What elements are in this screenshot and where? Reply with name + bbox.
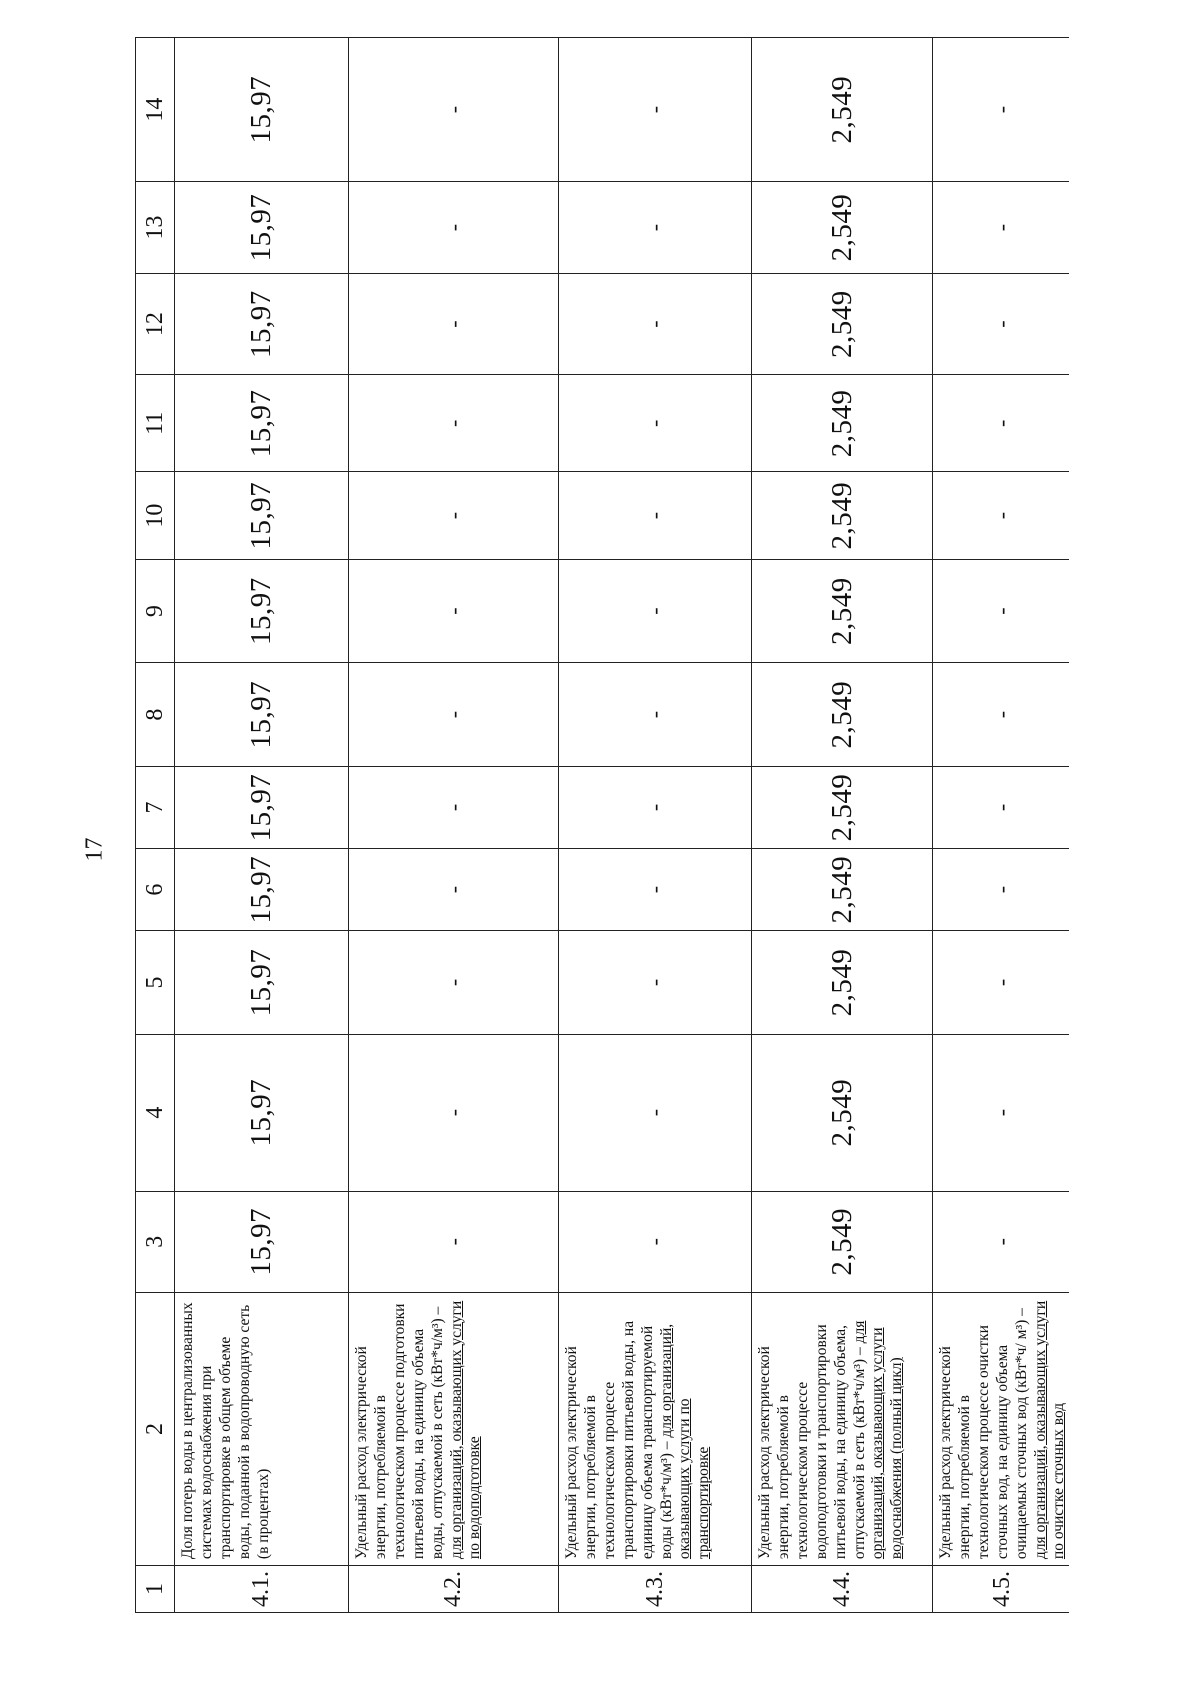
header-cell: 13 [136,182,175,274]
value-cell: - [559,182,752,274]
header-cell: 4 [136,1034,175,1191]
row-text: Удельный расход электрической энергии, потребляемой в технологическом процессе транспортировки питьевой воды, на единицу объема транспортируемой воды (кВт*ч/м³) – [563,1320,675,1560]
value-cell: - [349,273,559,374]
row-text: Удельный расход электрической энергии, потребляемой в технологическом процессе водоподготовки и транспортировки питьевой воды, на единицу объема, отпускаемой в сеть (кВт*ч/м³) – [756,1324,868,1560]
value-cell: 15,97 [175,931,349,1035]
row-text: Доля потерь воды в централизованных системах водоснабжения при транспортировке в общем объеме воды, поданной в водопроводную сеть (в процентах) [179,1302,272,1560]
value-cell: 2,549 [752,182,933,274]
value-cell: 15,97 [175,766,349,848]
value-cell: - [559,1034,752,1191]
value-cell: - [559,849,752,931]
value-cell: - [933,273,1070,374]
table-row [349,38,559,1613]
page-number [80,832,110,866]
value-cell: 15,97 [175,375,349,472]
value-cell: - [933,375,1070,472]
row-text-underlined: для организаций, оказывающих услуги по водоподготовке [447,1300,484,1560]
row-text-underlined: для организаций, оказывающих услуги по очистке сточных вод [1031,1300,1068,1560]
value-cell: 15,97 [175,559,349,663]
rotated-table-container [135,37,1069,1613]
header-cell: 2 [136,1292,175,1565]
value-cell: 2,549 [752,663,933,767]
header-cell: 14 [136,38,175,182]
table-row [175,38,349,1613]
value-cell: - [349,559,559,663]
header-cell: 7 [136,766,175,848]
page-number-text: 17 [81,837,108,861]
row-number: 4.1. [175,1566,349,1613]
value-cell: 2,549 [752,849,933,931]
value-cell: 15,97 [175,182,349,274]
value-cell: 2,549 [752,38,933,182]
value-cell: - [933,1034,1070,1191]
value-cell: - [933,663,1070,767]
value-cell: 15,97 [175,1191,349,1292]
value-cell: - [933,559,1070,663]
value-cell: 15,97 [175,273,349,374]
row-description [349,1292,559,1565]
value-cell: 15,97 [175,472,349,560]
row-number: 4.2. [349,1566,559,1613]
table-row [933,38,1070,1613]
header-cell: 6 [136,849,175,931]
value-cell: - [933,931,1070,1035]
value-cell: - [933,182,1070,274]
value-cell: 2,549 [752,1191,933,1292]
value-cell: 2,549 [752,472,933,560]
value-cell: - [559,1191,752,1292]
row-text: Удельный расход электрической энергии, потребляемой в технологическом процессе подготовки питьевой воды, на единицу объема воды, отпускаемой в сеть (кВт*ч/м³) – [353,1303,446,1560]
row-number: 4.3. [559,1566,752,1613]
row-text-underlined: для организаций, оказывающих услуги по транспортировке [657,1323,713,1560]
header-cell: 10 [136,472,175,560]
value-cell: 2,549 [752,1034,933,1191]
table-body [175,38,1070,1613]
value-cell: - [559,273,752,374]
row-text: Удельный расход электрической энергии, потребляемой в технологическом процессе очистки сточных вод, на единицу объема очищаемых сточных вод (кВт*ч/ м³) – [937,1308,1030,1560]
value-cell: 2,549 [752,766,933,848]
row-description [752,1292,933,1565]
value-cell: - [559,766,752,848]
value-cell: - [349,1191,559,1292]
value-cell: 2,549 [752,273,933,374]
value-cell: - [559,931,752,1035]
value-cell: - [559,38,752,182]
table-row [752,38,933,1613]
row-number: 4.4. [752,1566,933,1613]
row-description [559,1292,752,1565]
value-cell: - [559,663,752,767]
value-cell: - [349,849,559,931]
row-text-underlined: для организаций, оказывающих услуги водоснабжения (полный цикл) [850,1320,906,1560]
value-cell: 15,97 [175,849,349,931]
value-cell: - [349,766,559,848]
value-cell: 2,549 [752,931,933,1035]
value-cell: - [349,1034,559,1191]
value-cell: - [349,663,559,767]
header-cell: 12 [136,273,175,374]
value-cell: 2,549 [752,375,933,472]
header-cell: 3 [136,1191,175,1292]
header-cell: 5 [136,931,175,1035]
value-cell: - [933,766,1070,848]
value-cell: - [349,472,559,560]
row-number: 4.5. [933,1566,1070,1613]
value-cell: 15,97 [175,38,349,182]
value-cell: - [933,38,1070,182]
row-description [933,1292,1070,1565]
header-cell: 9 [136,559,175,663]
value-cell: - [349,931,559,1035]
row-description [175,1292,349,1565]
value-cell: - [559,375,752,472]
value-cell: 15,97 [175,663,349,767]
value-cell: - [349,38,559,182]
value-cell: 15,97 [175,1034,349,1191]
value-cell: 2,549 [752,559,933,663]
value-cell: - [933,472,1070,560]
table-frame [135,37,1069,1613]
header-cell: 8 [136,663,175,767]
value-cell: - [933,1191,1070,1292]
value-cell: - [559,559,752,663]
value-cell: - [933,849,1070,931]
table-row [559,38,752,1613]
indicators-table [135,37,1069,1613]
value-cell: - [349,182,559,274]
header-cell: 11 [136,375,175,472]
value-cell: - [559,472,752,560]
value-cell: - [349,375,559,472]
header-row [136,38,175,1613]
header-cell: 1 [136,1566,175,1613]
